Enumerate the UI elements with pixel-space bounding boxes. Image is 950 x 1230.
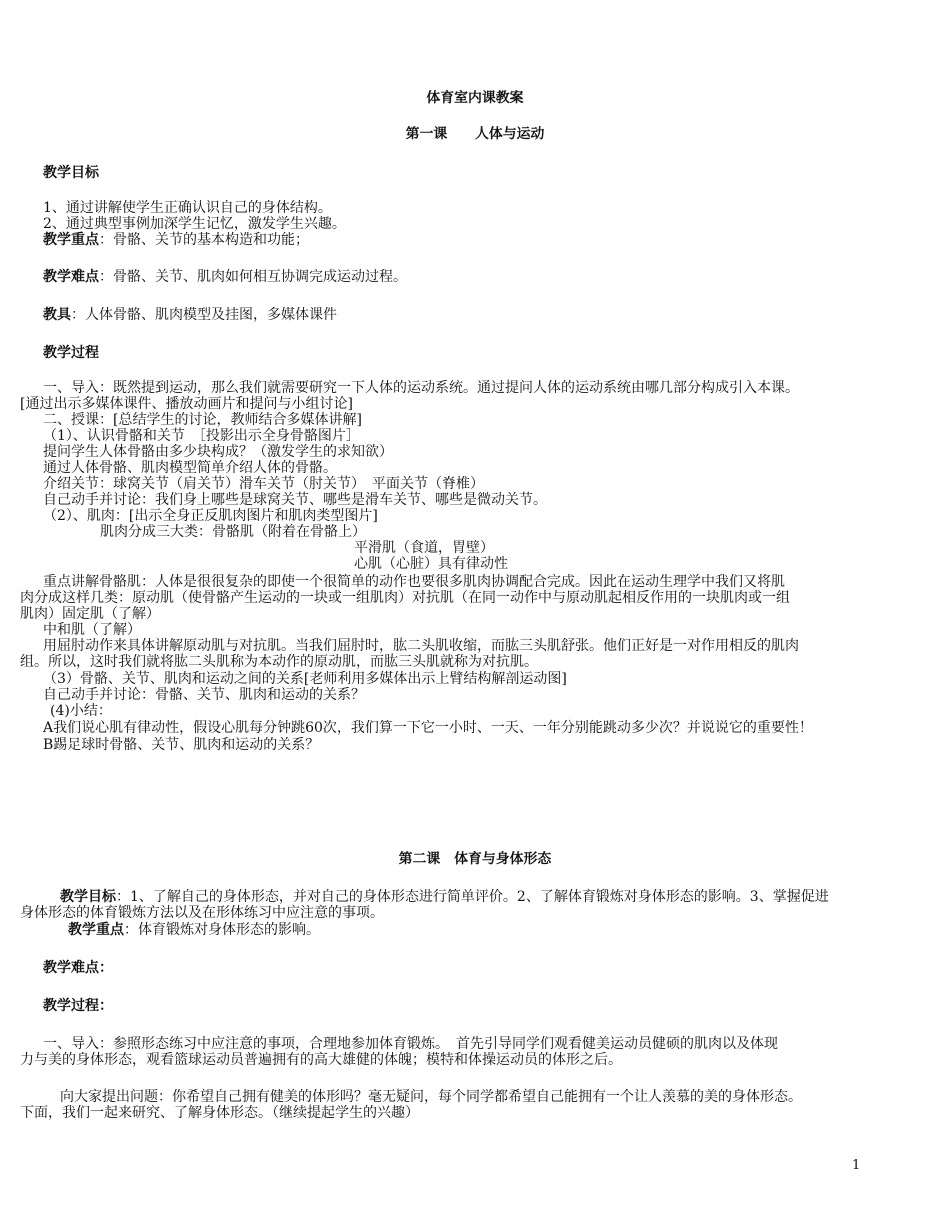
- lesson1-line: （2）、肌肉：[出示全身正反肌肉图片和肌肉类型图片]: [43, 508, 378, 524]
- lesson1-line: 一、导入：既然提到运动，那么我们就需要研究一下人体的运动系统。通过提问人体的运动系统由哪几部分构成引入本课。: [43, 380, 799, 396]
- lesson1-difficulty-label: 教学难点: [43, 269, 99, 285]
- lesson1-difficulty-text: ：骨骼、关节、肌肉如何相互协调完成运动过程。: [99, 269, 407, 285]
- lesson1-tools: [43, 307, 337, 323]
- lesson2-objective-text: ：1、了解自己的身体形态，并对自己的身体形态进行简单评价。2、了解体育锻炼对身体形态的影响。3、掌握促进: [116, 889, 829, 905]
- lesson2-line: 力与美的身体形态，观看篮球运动员普遍拥有的高大雄健的体魄；模特和体操运动员的体形之后。: [20, 1052, 622, 1068]
- lesson1-line: 介绍关节：球窝关节（肩关节）滑车关节（肘关节） 平面关节（脊椎）: [43, 476, 484, 492]
- lesson1-line: （1）、认识骨骼和关节 ［投影出示全身骨骼图片］: [43, 428, 360, 444]
- lesson1-line: 组。所以，这时我们就将肱二头肌称为本动作的原动肌，而肱三头肌就称为对抗肌。: [20, 654, 538, 670]
- lesson1-key-text: ：骨骼、关节的基本构造和功能；: [99, 232, 309, 248]
- lesson1-tools-label: 教具: [43, 307, 71, 323]
- lesson1-line: B踢足球时骨骼、关节、肌肉和运动的关系？: [43, 737, 320, 753]
- lesson1-line: 用屈肘动作来具体讲解原动肌与对抗肌。当我们屈肘时，肱二头肌收缩，而肱三头肌舒张。他们正好是一对作用相反的肌肉: [43, 638, 799, 654]
- lesson1-difficulty: [43, 269, 407, 285]
- lesson2-objective-cont: 身体形态的体育锻炼方法以及在形体练习中应注意的事项。: [20, 905, 384, 921]
- lesson1-line: 肌肉）固定肌（了解）: [20, 606, 160, 622]
- lesson2-key-label: 教学重点: [68, 922, 124, 938]
- lesson1-line: [通过出示多媒体课件、播放动画片和提问与小组讨论]: [20, 396, 353, 412]
- lesson2-process-label: 教学过程：: [43, 998, 113, 1014]
- lesson1-line: 通过人体骨骼、肌肉模型简单介绍人体的骨骼。: [43, 460, 337, 476]
- lesson1-line: 肉分成这样几类：原动肌（使骨骼产生运动的一块或一组肌肉）对抗肌（在同一动作中与原动肌起相反作用的一块肌肉或一组: [20, 590, 790, 606]
- lesson1-line: 自己动手并讨论：我们身上哪些是球窝关节、哪些是滑车关节、哪些是微动关节。: [43, 492, 547, 508]
- lesson1-line: 中和肌（了解）: [43, 622, 141, 638]
- lesson1-objective-1: 1、通过讲解使学生正确认识自己的身体结构。: [43, 200, 332, 216]
- lesson1-line: (4)小结：: [50, 703, 112, 719]
- lesson2-difficulty-label: 教学难点：: [43, 960, 113, 976]
- lesson1-key-point: [43, 232, 309, 248]
- lesson1-tools-text: ：人体骨骼、肌肉模型及挂图，多媒体课件: [71, 307, 337, 323]
- page-number: 1: [852, 1158, 861, 1173]
- lesson2-objective-label: 教学目标: [60, 889, 116, 905]
- lesson1-line: 提问学生人体骨骼由多少块构成？（激发学生的求知欲）: [43, 444, 393, 460]
- lesson1-line: A我们说心肌有律动性，假设心肌每分钟跳60次，我们算一下它一小时、一天、一年分别能跳动多少次？并说说它的重要性！: [43, 720, 813, 736]
- lesson2-line: 下面，我们一起来研究、了解身体形态。（继续提起学生的兴趣）: [20, 1105, 419, 1121]
- lesson1-line: 肌肉分成三大类：骨骼肌（附着在骨骼上）: [100, 524, 366, 540]
- lesson2-line: 一、导入：参照形态练习中应注意的事项，合理地参加体育锻炼。 首先引导同学们观看健美运动员健硕的肌肉以及体现: [43, 1036, 778, 1052]
- lesson2-objective: [60, 889, 829, 905]
- lesson1-line: （3）骨骼、关节、肌肉和运动之间的关系[老师利用多媒体出示上臂结构解剖运动图]: [43, 671, 567, 687]
- lesson1-line: 重点讲解骨骼肌：人体是很很复杂的即使一个很简单的动作也要很多肌肉协调配合完成。因此在运动生理学中我们又将肌: [43, 574, 785, 590]
- lesson1-line: 平滑肌（食道，胃壁）: [354, 540, 494, 556]
- lesson1-key-label: 教学重点: [43, 232, 99, 248]
- lesson2-key-text: ：体育锻炼对身体形态的影响。: [124, 922, 320, 938]
- lesson1-objective-2: 2、通过典型事例加深学生记忆，激发学生兴趣。: [43, 216, 346, 232]
- lesson2-heading: 第二课 体育与身体形态: [398, 851, 552, 867]
- lesson2-key-point: [68, 922, 320, 938]
- lesson1-line: 自己动手并讨论：骨骼、关节、肌肉和运动的关系？: [43, 687, 365, 703]
- lesson1-objective-label: 教学目标: [43, 165, 99, 181]
- lesson1-process-label: 教学过程: [43, 345, 99, 361]
- lesson1-line: 二、授课：[总结学生的讨论，教师结合多媒体讲解]: [43, 412, 362, 428]
- lesson1-heading: 第一课 人体与运动: [405, 126, 545, 142]
- document-title: 体育室内课教案: [426, 90, 524, 106]
- lesson1-line: 心肌（心脏）具有律动性: [354, 556, 508, 572]
- lesson2-line: 向大家提出问题：你希望自己拥有健美的体形吗？毫无疑问，每个同学都希望自己能拥有一个让人羡慕的美的身体形态。: [60, 1089, 802, 1105]
